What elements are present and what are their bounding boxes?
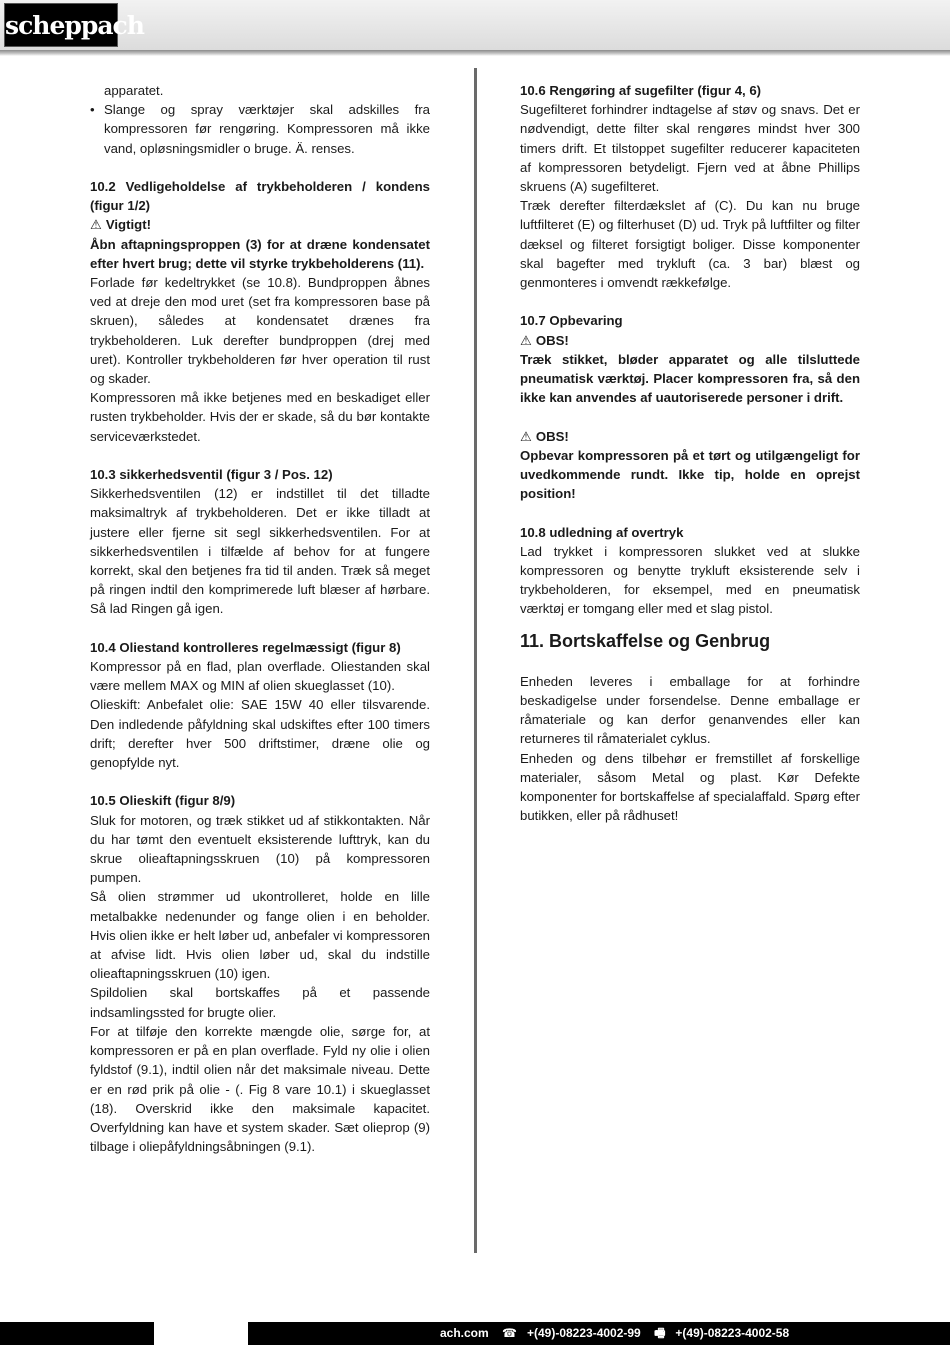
column-divider	[474, 68, 477, 1253]
list-item: • Slange og spray værktøjer skal adskilles fra kompressoren før rengøring. Kompressoren må ikke vand, opløsningsmidler o bruge. Ä. renses.	[90, 100, 430, 158]
paragraph: Enheden leveres i emballage for at forhindre beskadigelse under forsendelse. Denne emballage er råmateriale og kan derfor genanvendes eller kan returneres til råmaterialet cyklus.	[520, 673, 860, 747]
paragraph: Lad trykket i kompressoren slukket ved at slukke kompressoren og benytte trykluft eksisterende selv i trykbeholderen, for eksempel, med en pneumatisk værktøj er tomgang eller med et slag pistol.	[520, 543, 860, 617]
footer-page-number-box	[154, 1322, 248, 1345]
paragraph: Sluk for motoren, og træk stikket ud af stikkontakten. Når du har tømt den eventuelt eksisterende lufttryk, kan du skrue olieaftapningsskruen (10) på kompressoren pumpen.	[90, 812, 430, 886]
paragraph: Spildolien skal bortskaffes på et passende indsamlingssted for brugte olier.	[90, 985, 430, 1020]
paragraph: Sugefilteret forhindrer indtagelse af støv og snavs. Det er nødvendigt, dette filter skal rengøres mindst hver 300 timers drift. Et tilstoppet sugefilter reducerer kapaciteten af kompressoren betydeligt. Fjern ved at åbne Phillips skruens (A) sugefilteret.	[520, 102, 860, 195]
intro-list	[90, 81, 430, 158]
warning-label: ⚠ OBS!	[520, 427, 860, 446]
warning-icon: ⚠	[90, 217, 102, 233]
paragraph: Olieskift: Anbefalet olie: SAE 15W 40 eller tilsvarende. Den indledende påfyldning skal udskiftes efter 100 timers drift; derefter hver 500 driftstimer, dræne olie og genopfylde nyt.	[90, 697, 430, 771]
section-heading-10-4: 10.4 Oliestand kontrolleres regelmæssigt (figur 8)	[90, 639, 401, 655]
section-heading-10-3: 10.3 sikkerhedsventil (figur 3 / Pos. 12)	[90, 467, 333, 483]
right-column	[520, 81, 860, 825]
list-item: apparatet.	[104, 83, 164, 98]
warning-text: Opbevar kompressoren på et tørt og utilgængeligt for uvedkommende rundt. Ikke tip, holde en oprejst position!	[520, 447, 860, 502]
footer-fax: +(49)-08223-4002-58	[675, 1326, 790, 1340]
paragraph: Kompressor på en flad, plan overflade. Oliestanden skal være mellem MAX og MIN af olien skueglasset (10).	[90, 659, 430, 694]
paragraph: Kompressoren må ikke betjenes med en beskadiget eller rusten trykbeholder. Hvis der er skade, så du bør kontakte serviceværkstedet.	[90, 390, 430, 444]
paragraph: For at tilføje den korrekte mængde olie, sørge for, at kompressoren er på en plan overflade. Fyld ny olie i olien fyldstof (9.1), indtil olien når det maksimale niveau. Dette er en rød prik på olie - (. Fig 8 vare 10.1) i skueglasset (18). Overskrid ikke den maksimale kapacitet. Overfyldning kan have et system skader. Sæt olieprop (9) tilbage i oliepåfyldningsåbningen (9.1).	[90, 1023, 430, 1155]
warning-label: ⚠ OBS!	[520, 331, 860, 350]
paragraph: Forlade før kedeltrykket (se 10.8). Bundproppen åbnes ved at dreje den mod uret (set fra kompressoren base på skruen), således at kondensatet drænes fra trykbeholderen. Luk derefter bundproppen (drej med uret). Kontroller trykbeholderen før hver operation til rust og skader.	[90, 275, 430, 387]
section-heading-10-5: 10.5 Olieskift (figur 8/9)	[90, 793, 236, 809]
warning-text: Træk stikket, bløder apparatet og alle tilsluttede pneumatisk værktøj. Placer kompressoren fra, så den ikke kan anvendes af uautoriserede personer i drift.	[520, 351, 860, 406]
section-heading-10-6: 10.6 Rengøring af sugefilter (figur 4, 6)	[520, 83, 762, 98]
footer-phone: +(49)-08223-4002-99	[526, 1326, 641, 1340]
section-heading-10-7: 10.7 Opbevaring	[520, 313, 623, 329]
header-shadow	[0, 50, 950, 56]
phone-icon: ☎	[502, 1326, 517, 1340]
footer-left-block	[0, 1322, 154, 1345]
paragraph: Træk derefter filterdækslet af (C). Du kan nu bruge luftfilteret (E) og filterhuset (D) ud. Tryk på luftfilter og filter dæksel og filteret forsigtigt boliger. Disse komponenter skal bagefter med trykluft (ca. 3 bar) blæst og genmonteres i omvendt rækkefølge.	[520, 198, 860, 291]
section-heading-10-2: 10.2 Vedligeholdelse af trykbeholderen / kondens (figur 1/2)	[90, 179, 430, 214]
warning-text: Åbn aftapningsproppen (3) for at dræne kondensatet efter hvert brug; dette vil styrke trykbeholderens (11).	[90, 236, 430, 271]
footer-website: ach.com	[440, 1326, 489, 1340]
paragraph: Så olien strømmer ud ukontrolleret, holde en lille metalbakke nedenunder og fange olien i en beholder. Hvis olien ikke er helt løber ud, anbefaler vi kompressoren at afvise lidt. Hvis olien løber ud, skal du indstille olieaftapningsskruen (10) igen.	[90, 889, 430, 982]
section-heading-11: 11. Bortskaffelse og Genbrug	[520, 630, 771, 651]
warning-icon: ⚠	[520, 428, 532, 444]
scheppach-logo: scheppach	[4, 3, 118, 47]
footer-contact	[440, 1322, 799, 1345]
paragraph: Enheden og dens tilbehør er fremstillet af forskellige materialer, såsom Metal og plast. Kør Defekte komponenter for bortskaffelse af specialaffald. Spørg efter butikken, eller på rådhuset!	[520, 750, 860, 824]
page-header	[0, 0, 950, 50]
left-column	[90, 81, 430, 1156]
paragraph: Sikkerhedsventilen (12) er indstillet til det tilladte maksimaltryk af trykbeholderen. Det er ikke tilladt at justere eller fjerne sit segl sikkerhedsventilen. For at sikkerhedsventilen i tilfælde af behov for at fungere korrekt, skal den betjenes fra tid til anden. Træk så meget på ringen indtil den komprimerede luft blæser af hørbare. Så lad Ringen gå igen.	[90, 486, 430, 617]
page-footer	[0, 1322, 950, 1345]
warning-icon: ⚠	[520, 332, 532, 348]
fax-icon: 🖷	[654, 1326, 666, 1340]
warning-label: ⚠ Vigtigt!	[90, 215, 430, 234]
section-heading-10-8: 10.8 udledning af overtryk	[520, 524, 684, 540]
